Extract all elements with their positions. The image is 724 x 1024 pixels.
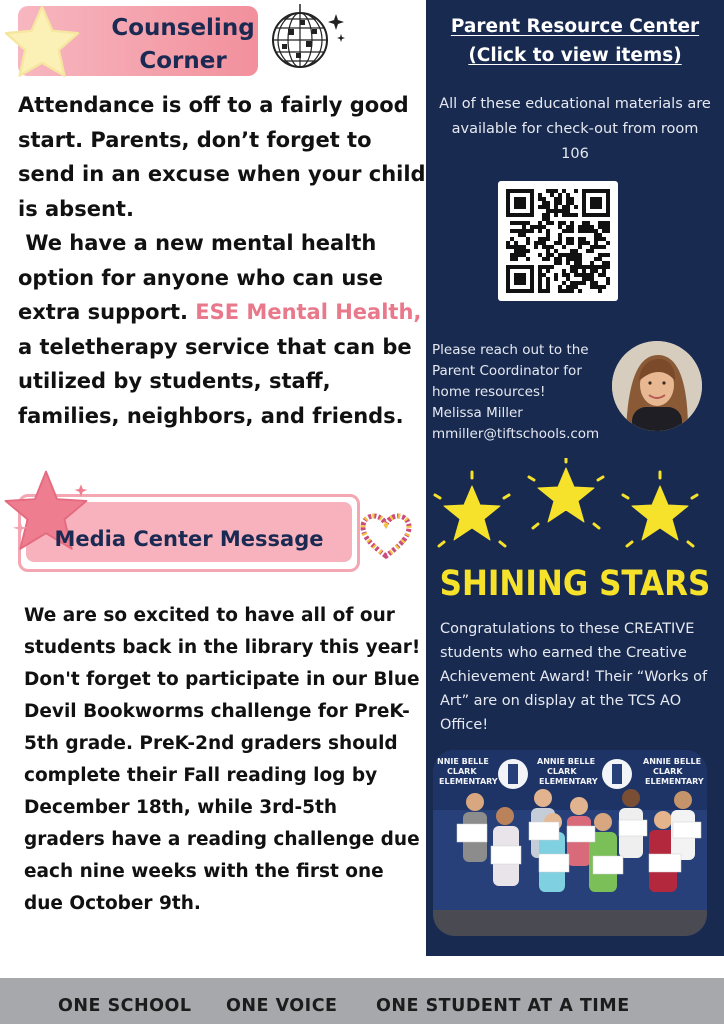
counseling-title-line1: Counseling (111, 15, 255, 41)
yellow-star-icon (2, 2, 82, 82)
coordinator-name: Melissa Miller (432, 405, 523, 421)
svg-text:ANNIE BELLE: ANNIE BELLE (537, 757, 596, 766)
attendance-paragraph (18, 88, 426, 433)
svg-text:CLARK: CLARK (447, 767, 477, 776)
attendance-text: Attendance is off to a fairly good start. Parents, don’t forget to send in an excuse when your child is absent. (18, 93, 426, 221)
qr-code[interactable] (498, 181, 618, 301)
svg-text:ELEMENTARY: ELEMENTARY (539, 777, 598, 786)
disco-ball-icon (270, 4, 348, 68)
svg-text:ELEMENTARY: ELEMENTARY (439, 777, 498, 786)
coordinator-email[interactable]: mmiller@tiftschools.com (432, 426, 600, 442)
counseling-title-line2: Corner (139, 48, 227, 74)
svg-text:NNIE BELLE: NNIE BELLE (437, 757, 489, 766)
students-award-photo (433, 750, 707, 936)
shining-stars-title: SHINING STARS (439, 563, 711, 605)
coordinator-avatar (612, 341, 702, 431)
media-center-title: Media Center Message (54, 527, 324, 551)
qr-code-icon (506, 189, 610, 293)
mental-health-text (18, 226, 426, 433)
parent-resource-title[interactable]: Parent Resource Center (450, 16, 700, 37)
svg-text:ELEMENTARY: ELEMENTARY (645, 777, 704, 786)
library-paragraph: We are so excited to have all of our students back in the library this year! Don't forget to participate in our Blue Devil Bookworms challenge for PreK-5th grade. PreK-2nd graders should complete their Fall reading log by December 18th, while 3rd-5th graders have a reading challenge due each nine weeks with the first one due October 9th. (24, 605, 421, 914)
shining-stars-description: Congratulations to these CREATIVE students who earned the Creative Achievement Award! Their “Works of Art” are on display at the TCS AO Office! (440, 621, 708, 733)
shining-stars-decoration (432, 458, 716, 560)
svg-text:ANNIE BELLE: ANNIE BELLE (643, 757, 702, 766)
footer-one-student: ONE STUDENT AT A TIME (376, 996, 630, 1016)
coordinator-line2: Parent Coordinator for (432, 363, 582, 379)
ese-mental-health-link[interactable]: ESE Mental Health, (195, 300, 422, 324)
parent-resource-link[interactable] (426, 12, 724, 70)
svg-text:CLARK: CLARK (653, 767, 683, 776)
star-left-icon (435, 472, 509, 546)
parent-resource-description: All of these educational materials are available for check-out from room 106 (439, 96, 711, 162)
heart-icon (360, 512, 412, 560)
counseling-corner-title (108, 12, 258, 78)
svg-text:CLARK: CLARK (547, 767, 577, 776)
mental-health-end: a teletherapy service that can be utilized by students, staff, families, neighbors, and friends. (18, 334, 412, 428)
star-right-icon (623, 472, 697, 546)
parent-resource-subtitle[interactable]: (Click to view items) (468, 45, 682, 66)
coordinator-line1: Please reach out to the (432, 342, 589, 358)
star-middle-icon (529, 458, 603, 528)
coordinator-line3: home resources! (432, 384, 546, 400)
coordinator-info (432, 340, 622, 445)
mental-health-start: We have a new mental health option for anyone who can use extra support. (18, 231, 384, 324)
footer-one-school: ONE SCHOOL (58, 996, 192, 1016)
footer-one-voice: ONE VOICE (226, 996, 338, 1016)
